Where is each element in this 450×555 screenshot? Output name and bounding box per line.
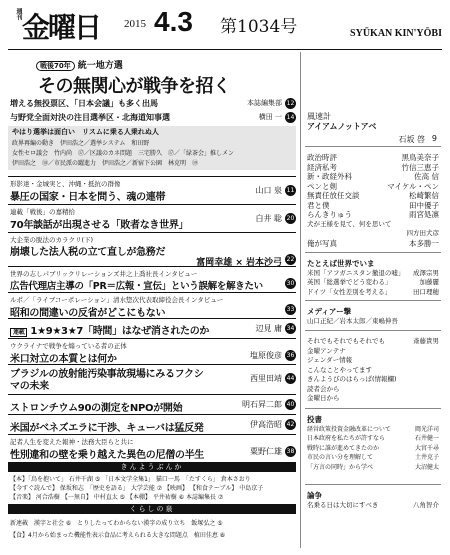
list-item[interactable]: 戦時に誰が進めてきたのか 大宮千尋: [307, 444, 439, 452]
page-number-badge: 38: [286, 448, 295, 455]
article-kicker: 形影達・金城実と、沖縄・抵抗の群像: [10, 180, 121, 188]
article-entry[interactable]: [8, 292, 296, 319]
row-author: 本誌編集部: [247, 99, 282, 107]
logo-title: 金曜日: [22, 11, 101, 44]
serial-tag: 連載: [10, 328, 27, 337]
feature-kicker-text: 統一地方選: [77, 61, 123, 71]
article-headline: 暴圧の国家・日本を問う、魂の連帯: [10, 192, 166, 203]
page-number-badge: 40: [286, 401, 295, 408]
article-kicker: 世界の志しパブリックリレーションズ井之上喬社長インタビュー: [10, 270, 198, 278]
info-list: [307, 336, 439, 403]
column-title: 風速計: [307, 112, 331, 121]
divider: [305, 408, 441, 409]
article-kicker: ウクライナで戦争を煽っている者の正体: [10, 342, 127, 350]
left-column: [8, 52, 296, 548]
article-headline: 70年談話が出現させる「敗者なき世界」: [10, 220, 189, 231]
list-item[interactable]: らんきりゅう 雨宮処凛: [307, 210, 439, 219]
list-item[interactable]: 読者会から: [307, 384, 340, 393]
culture-line[interactable]: 【今すぐ読んで】 保坂和志 「歴史を語る」 大学芸能 ⑦ 【映画】 【和食テーブル】 中島京子: [10, 485, 264, 492]
divider: [305, 300, 441, 301]
article-author: 富岡幸雄 × 岩本沙弓: [196, 258, 282, 268]
article-author: 白井 聡: [255, 214, 282, 223]
list-item[interactable]: 四方田犬彦: [406, 229, 439, 237]
world-news-list: [307, 258, 439, 296]
list-item[interactable]: きんようびのはらっぱ(情報欄): [307, 375, 397, 383]
article-headline: 米口対立の本質とは何か: [10, 354, 117, 365]
article-author: 伊高浩昭: [250, 420, 282, 429]
list-item[interactable]: 金曜日から: [307, 394, 340, 402]
page-number-badge: 44: [286, 375, 295, 382]
list-heading: 論争: [307, 491, 322, 500]
issue-year: 2015: [124, 18, 146, 30]
article-entry[interactable]: [8, 232, 296, 268]
article-headline: ブラジルの放射能汚染事故現場にみるフクシマの未来: [10, 369, 204, 392]
article-entry[interactable]: [8, 434, 296, 460]
article-headline: ストロンチウム90の測定をNPOが開始: [10, 403, 183, 414]
feature-title[interactable]: その無関心が戦争を招く: [38, 76, 231, 97]
article-entry[interactable]: [8, 266, 296, 290]
article-headline: 昭和の間違いの反省がどこにもない: [10, 308, 166, 319]
page-number-badge: 11: [286, 187, 295, 194]
feature-kicker: [36, 58, 123, 71]
article-entry[interactable]: [8, 318, 296, 336]
lifestyle-section-band: くらしの泉: [8, 504, 296, 514]
list-item[interactable]: こんなことやってます: [307, 365, 372, 374]
issue-date: 4.3: [154, 6, 193, 37]
sidebar-title: やはり選挙は面白い リスムに乗る人乗れぬ人: [12, 128, 159, 136]
list-item[interactable]: 政治時評 黒鳥美奈子: [307, 153, 439, 162]
article-headline: 米国がベネズエラに干渉、キューバは猛反発: [10, 423, 204, 434]
article-author: 塩原俊彦: [250, 351, 282, 360]
culture-section-band: きんようぶんか: [8, 462, 296, 472]
sidebar-line[interactable]: 政界再編の動き 伊田浩之／選挙システム 和田野: [12, 140, 150, 147]
issue-number: 第1034号: [220, 17, 298, 37]
list-item[interactable]: ジェンダー情報: [307, 356, 353, 364]
page-number-badge: 42: [286, 421, 295, 428]
list-item[interactable]: 英国「総選挙でどう変わる」 加藤麗: [307, 278, 439, 286]
article-author: 辺見 庸: [255, 324, 282, 333]
article-kicker: 大企業の脱法のカラクリ(下): [10, 236, 94, 244]
list-item[interactable]: 米国「アフガニスタン撤退の嘘」 成澤宗男: [307, 268, 439, 277]
article-headline-text: 1★9★3★7「時間」はなぜ消されたのか: [30, 326, 210, 337]
culture-line[interactable]: 【音楽】 河合浩樹 【一無自】 中村直太 ⑤ 【本棚】 平井祐樹 ⑥ 本誌編集長 ⑦: [10, 494, 224, 501]
article-entry[interactable]: [8, 364, 296, 392]
page-number-badge: 30: [286, 280, 295, 287]
sidebar-line[interactable]: 女性セロ議会 竹内尚 ⑰／区議のカネ問題 三宅勝久 ⑰／「緑茶会」推しメン: [12, 150, 235, 157]
list-item[interactable]: 経済私考 竹信三恵子: [307, 162, 439, 172]
column-author: 石坂 啓: [398, 135, 425, 144]
list-item[interactable]: 「方言の同時」から学べ 大沼健太: [307, 463, 439, 471]
right-column: [300, 52, 442, 548]
list-item[interactable]: 経営政策投資金融改革について 岡光洋司: [307, 425, 439, 433]
page-number-badge: 36: [286, 352, 295, 359]
magazine-logo[interactable]: [8, 6, 108, 42]
article-entry[interactable]: [8, 204, 296, 230]
election-sidebar: [8, 126, 296, 170]
divider: [305, 146, 441, 147]
culture-line[interactable]: 【本】「鳥を抱いて」 石井千湖 ⑤ 「日本文学全集1」 猫口一馬 「たすくら」 倉本さおり: [10, 476, 251, 483]
logo-weekly-label: 週刊: [15, 8, 22, 20]
list-item[interactable]: ペンと剣 マイケル・ペン: [307, 181, 439, 191]
article-headline: 広告代理店主導の「PR＝広報・宣伝」という誤解を解きたい: [10, 281, 263, 292]
article-entry[interactable]: [8, 338, 296, 365]
feature-tag: 戦後70年: [36, 61, 75, 71]
list-item[interactable]: 俺が写真 本多勝一: [307, 238, 439, 248]
lifestyle-line[interactable]: 【食】4月から始まった機能性表示食品に考えられる大きな問題点 植田佳恵 ⑧: [10, 532, 226, 539]
list-item[interactable]: 金曜アンテナ: [307, 346, 346, 355]
page-number-badge: 20: [286, 215, 295, 222]
list-item[interactable]: 日本政府を私たちが許すなら 石井健一: [307, 435, 439, 442]
masthead: [8, 4, 442, 50]
list-item[interactable]: 山口正紀／岩本太郎／東嶋伸吾: [307, 316, 398, 325]
debate-list: [307, 490, 439, 509]
article-author: 粟野仁雄: [250, 447, 282, 456]
lifestyle-line[interactable]: 新連載 漢字と社会 ⑥ とりしたってわからない漢字の成り立ち 飯塚弘之 ⑤: [10, 520, 223, 527]
list-item[interactable]: 無責任放任交談 松崎繁信: [307, 191, 439, 200]
article-headline: 崩壊した法人税の立て直しが急務だ: [10, 247, 166, 258]
page-number-badge: 22: [286, 256, 295, 263]
article-entry[interactable]: [8, 414, 296, 432]
page-number-badge: 12: [286, 100, 295, 107]
divider: [305, 484, 441, 485]
article-entry[interactable]: [8, 176, 296, 202]
list-item[interactable]: 君と僕 田中優子: [307, 200, 439, 210]
list-item[interactable]: 新・政経外科 佐高 信: [307, 172, 439, 181]
article-kicker: 連載「戦後」の嘉精拾: [10, 208, 75, 216]
list-item[interactable]: それでもそれでもそれでも 斎藤貴男: [307, 337, 439, 345]
article-kicker: 記者人生を変えた報神・法務大臣らと共に: [10, 438, 134, 446]
article-author: 西里田靖: [250, 374, 282, 383]
divider: [305, 252, 441, 253]
column-page: 9: [431, 134, 437, 143]
divider: [305, 330, 441, 331]
page-number-badge: 33: [286, 306, 295, 313]
sidebar-line[interactable]: 伊田浩之 ⑱／市民派の躍進力 伊田浩之／新宿下公園 林克明 ⑲: [12, 160, 199, 167]
list-heading: たとえば世界でいま: [307, 259, 375, 268]
letters-list: [307, 414, 439, 471]
article-headline: [10, 322, 209, 337]
column-headline[interactable]: アイアムノットアベ: [307, 122, 377, 131]
article-kicker: ルポ／「ライブコーポレーション」清水惣次代表取締役会長インタビュー: [10, 296, 224, 304]
list-item[interactable]: ドイツ「女性差別を考える」 田口理穂: [307, 287, 439, 296]
list-heading: メディアー撃: [307, 307, 352, 316]
row-title: 増える無投票区、「日本会議」も多く出馬: [10, 99, 158, 108]
article-author: 明石昇二郎: [242, 400, 282, 409]
romaji-title: SYŪKAN KIN'YŌBI: [350, 28, 442, 39]
article-author: 山口 泉: [255, 186, 282, 195]
page-number-badge: 14: [286, 114, 295, 121]
row-author: 横田 一: [258, 113, 282, 121]
regular-columns-list: [307, 152, 439, 247]
article-headline: 性別違和の壁を乗り越えた異色の尼僧の半生: [10, 450, 204, 461]
row-title: 与野党全面対決の注目選挙区・北海道知事選: [10, 113, 170, 122]
article-entry[interactable]: [8, 394, 296, 412]
page-number-badge: 34: [286, 325, 295, 332]
list-item[interactable]: 名乗る日は大切にすべき 八角智介: [307, 500, 439, 509]
list-heading: 投書: [307, 415, 322, 424]
list-item[interactable]: 市民の言い分を理解して 土井克子: [307, 454, 439, 461]
media-list: [307, 306, 439, 325]
list-item[interactable]: 犬が王様を見て、何を思いて: [307, 219, 392, 228]
